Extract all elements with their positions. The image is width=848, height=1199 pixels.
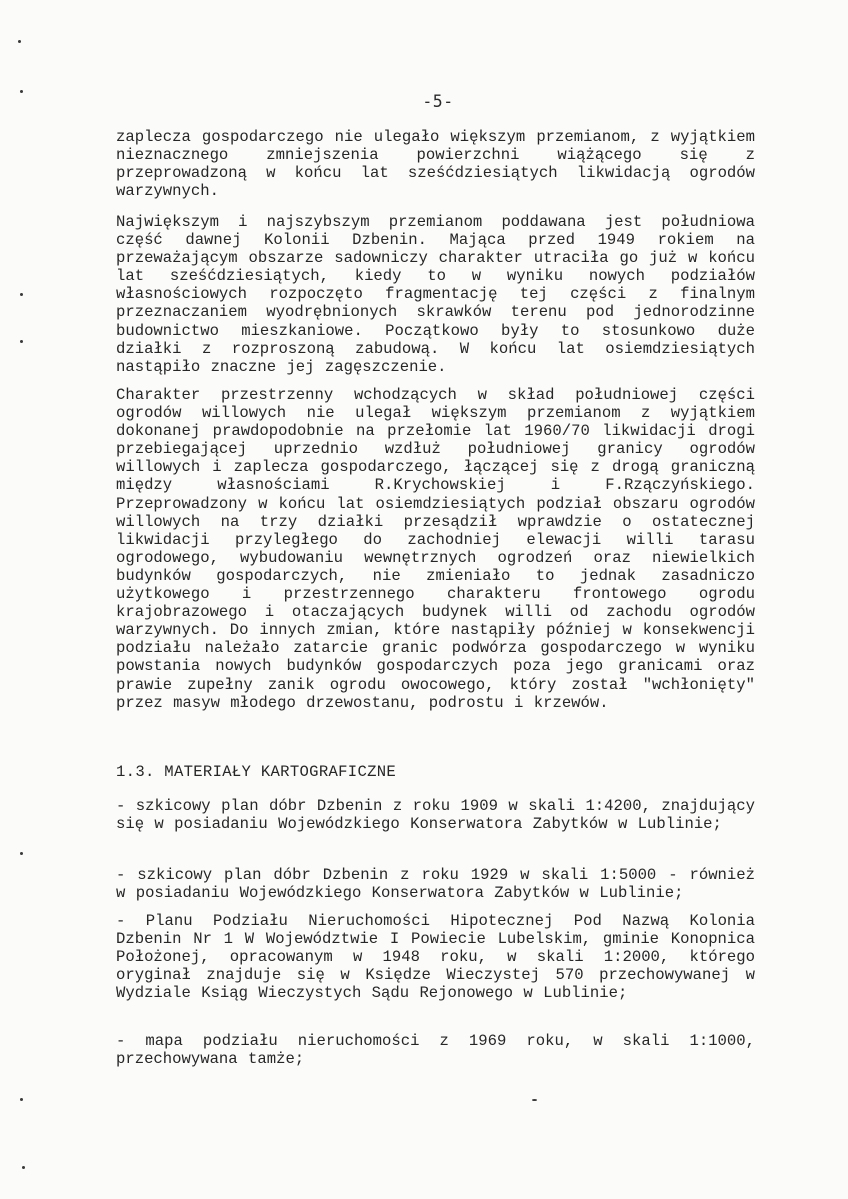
list-item: - Planu Podziału Nieruchomości Hipotecznej Pod Nazwą Kolonia Dzbenin Nr 1 W Województwie I Powiecie Lubelskim, gminie Konopnica Położonej, opracowanym w 1948 roku, w skali 1:2000, którego oryginał znajduje się w Księdze Wieczystej 570 przechowywanej w Wydziale Ksiąg Wieczystych Sądu Rejonowego w Lublinie; — [116, 912, 755, 1003]
list-item: - mapa podziału nieruchomości z 1969 roku, w skali 1:1000, przechowywana tamże; — [116, 1032, 755, 1069]
scan-speck — [532, 1099, 537, 1101]
scan-speck — [20, 852, 23, 855]
scan-speck — [22, 1166, 25, 1169]
list-item: - szkicowy plan dóbr Dzbenin z roku 1909 w skali 1:4200, znajdujący się w posiadaniu Wojewódzkiego Konserwatora Zabytków w Lublinie; — [116, 797, 755, 834]
page-number: -5- — [422, 92, 454, 111]
paragraph-1: zaplecza gospodarczego nie ulegało większym przemianom, z wyjątkiem nieznacznego zmniejszenia powierzchni wiążącego się z przeprowadzoną w końcu lat sześćdziesiątych likwidacją ogrodów warzywnych. — [116, 128, 755, 201]
section-heading: 1.3. MATERIAŁY KARTOGRAFICZNE — [116, 763, 397, 781]
scan-speck — [20, 1098, 23, 1101]
scan-speck — [18, 40, 21, 43]
paragraph-3: Charakter przestrzenny wchodzących w skład południowej części ogrodów willowych nie ulegał większym przemianom z wyjątkiem dokonanej prawdopodobnie na przełomie lat 1960/70 likwidacji drogi przebiegającej uprzednio wzdłuż południowej granicy ogrodów willowych i zaplecza gospodarczego, łączącej się z drogą graniczną między własnościami R.Krychowskiej i F.Rzączyńskiego. Przeprowadzony w końcu lat osiemdziesiątych podział obszaru ogrodów willowych na trzy działki przesądził wprawdzie o ostatecznej likwidacji przyległego do zachodniej elewacji willi tarasu ogrodowego, wybudowaniu wewnętrznych ogrodzeń oraz niewielkich budynków gospodarczych, nie zmieniało to jednak zasadniczo użytkowego i przestrzennego charakteru frontowego ogrodu krajobrazowego i otaczających budynek willi od zachodu ogrodów warzywnych. Do innych zmian, które nastąpiły później w konsekwencji podziału należało zatarcie granic podwórza gospodarczego w wyniku powstania nowych budynków gospodarczych poza jego granicami oraz prawie zupełny zanik ogrodu owocowego, który został "wchłonięty" przez masyw młodego drzewostanu, podrostu i krzewów. — [116, 386, 755, 712]
scan-speck — [20, 293, 23, 296]
scan-speck — [20, 90, 23, 93]
scan-speck — [20, 340, 23, 343]
paragraph-2: Największym i najszybszym przemianom poddawana jest południowa część dawnej Kolonii Dzbenin. Mająca przed 1949 rokiem na przeważającym obszarze sadowniczy charakter utraciła go już w końcu lat sześćdziesiątych, kiedy to w wyniku nowych podziałów własnościowych rozpoczęto fragmentację tej części z finalnym przeznaczaniem wyodrębnionych skrawków terenu pod jednorodzinne budownictwo mieszkaniowe. Początkowo były to stosunkowo duże działki z rozproszoną zabudową. W końcu lat osiemdziesiątych nastąpiło znaczne jej zagęszczenie. — [116, 213, 755, 376]
list-item: - szkicowy plan dóbr Dzbenin z roku 1929 w skali 1:5000 - również w posiadaniu Wojewódzkiego Konserwatora Zabytków w Lublinie; — [116, 866, 755, 903]
